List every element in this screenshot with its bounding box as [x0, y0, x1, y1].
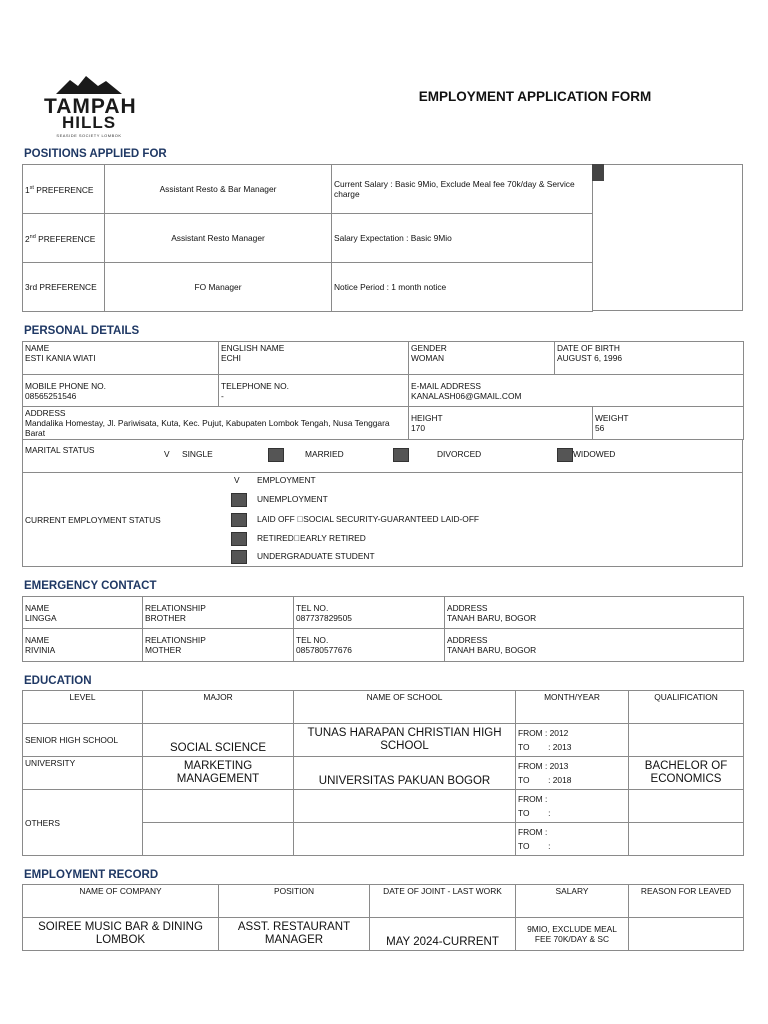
- emergency-table: [22, 596, 744, 662]
- emp-row1-company: SOIREE MUSIC BAR & DINING LOMBOK: [23, 918, 219, 951]
- positions-table: [22, 164, 593, 312]
- personal-table-row1: [22, 341, 744, 407]
- telephone-value: -: [221, 390, 224, 401]
- email-cell: E-MAIL ADDRESS KANALASH06@GMAIL.COM: [409, 375, 744, 407]
- emp-employment-label: EMPLOYMENT: [257, 475, 316, 485]
- section-title-education: EDUCATION: [24, 675, 92, 687]
- marital-divorced-checkbox[interactable]: [393, 448, 409, 462]
- emp-row1-position: ASST. RESTAURANT MANAGER: [219, 918, 370, 951]
- edu-header-school: NAME OF SCHOOL: [294, 691, 516, 724]
- edu-uni-level: UNIVERSITY: [23, 757, 143, 790]
- edu-others-level: OTHERS: [23, 790, 143, 856]
- photo-image-icon: [592, 164, 604, 181]
- section-title-personal: PERSONAL DETAILS: [24, 325, 140, 337]
- dob-cell: DATE OF BIRTH AUGUST 6, 1996: [555, 342, 744, 375]
- pref1-position: Assistant Resto & Bar Manager: [105, 165, 332, 214]
- emergency2-name-cell: NAME RIVINIA: [23, 629, 143, 662]
- employment-status-cell: CURRENT EMPLOYMENT STATUS: [23, 473, 743, 567]
- emp-employment-check[interactable]: V: [234, 475, 240, 485]
- edu-shs-period: FROM : 2012 TO : 2013: [516, 724, 629, 757]
- pref1-info: Current Salary : Basic 9Mio, Exclude Meal fee 70k/day & Service charge: [332, 165, 593, 214]
- edu-header-qualification: QUALIFICATION: [629, 691, 744, 724]
- emergency1-address-cell: ADDRESS TANAH BARU, BOGOR: [445, 597, 744, 629]
- employment-table: [22, 884, 744, 951]
- email-value: KANALASH06@GMAIL.COM: [411, 390, 522, 401]
- marital-divorced-label: DIVORCED: [437, 449, 482, 459]
- emp-header-position: POSITION: [219, 885, 370, 918]
- emp-header-salary: SALARY: [516, 885, 629, 918]
- edu-shs-school: TUNAS HARAPAN CHRISTIAN HIGH SCHOOL: [294, 724, 516, 757]
- mobile-value: 08565251546: [25, 390, 77, 401]
- emergency2-relationship-cell: RELATIONSHIP MOTHER: [143, 629, 294, 662]
- gender-value: WOMAN: [411, 353, 445, 363]
- emp-student-checkbox[interactable]: [231, 550, 247, 564]
- name-value: ESTI KANIA WIATI: [25, 353, 96, 363]
- emp-laidoff-checkbox[interactable]: [231, 513, 247, 527]
- emergency2-address-cell: ADDRESS TANAH BARU, BOGOR: [445, 629, 744, 662]
- weight-cell: WEIGHT 56: [593, 407, 744, 440]
- pref2-label: 2nd PREFERENCE: [23, 214, 105, 263]
- mobile-cell: MOBILE PHONE NO. 08565251546: [23, 375, 219, 407]
- emp-row1-date: MAY 2024-CURRENT: [370, 918, 516, 951]
- marital-married-checkbox[interactable]: [268, 448, 284, 462]
- edu-shs-level: SENIOR HIGH SCHOOL: [23, 724, 143, 757]
- edu-uni-qualification: BACHELOR OF ECONOMICS: [629, 757, 744, 790]
- emp-row1-salary: 9MIO, EXCLUDE MEAL FEE 70K/DAY & SC: [516, 918, 629, 951]
- emergency1-relationship-cell: RELATIONSHIP BROTHER: [143, 597, 294, 629]
- emp-laidoff-label: LAID OFF SOCIAL SECURITY-GUARANTEED LAID-OFF: [257, 514, 473, 524]
- emp-unemployment-label: UNEMPLOYMENT: [257, 494, 328, 504]
- pref3-position: FO Manager: [105, 263, 332, 312]
- emergency1-tel-cell: TEL NO. 087737829505: [294, 597, 445, 629]
- edu-uni-major: MARKETING MANAGEMENT: [143, 757, 294, 790]
- section-title-positions: POSITIONS APPLIED FOR: [24, 148, 167, 160]
- pref2-info: Salary Expectation : Basic 9Mio: [332, 214, 593, 263]
- emergency1-name-cell: NAME LINGGA: [23, 597, 143, 629]
- education-table: [22, 690, 744, 856]
- edu-header-major: MAJOR: [143, 691, 294, 724]
- english-name-value: ECHI: [221, 353, 242, 363]
- logo-text-line1: TAMPAH: [44, 95, 137, 118]
- emp-header-reason: REASON FOR LEAVED: [629, 885, 744, 918]
- marital-widowed-label: WIDOWED: [573, 449, 616, 459]
- logo-text-line2: HILLS: [61, 113, 117, 132]
- address-value: Mandalika Homestay, Jl. Pariwisata, Kuta, Kec. Pujut, Kabupaten Lombok Tengah, Nusa Tenggara Barat: [25, 418, 390, 438]
- edu-others1-school: [294, 790, 516, 823]
- edu-shs-qualification: [629, 724, 744, 757]
- emp-student-label: UNDERGRADUATE STUDENT: [257, 551, 375, 561]
- edu-uni-school: UNIVERSITAS PAKUAN BOGOR: [294, 757, 516, 790]
- emergency2-tel-cell: TEL NO. 085780577676: [294, 629, 445, 662]
- dob-value: AUGUST 6, 1996: [557, 353, 623, 363]
- edu-others1-qualification: [629, 790, 744, 823]
- weight-value: 56: [595, 423, 605, 433]
- emp-unemployment-checkbox[interactable]: [231, 493, 247, 507]
- emp-header-date: DATE OF JOINT - LAST WORK: [370, 885, 516, 918]
- pref3-info: Notice Period : 1 month notice: [332, 263, 593, 312]
- personal-table-row2: [22, 406, 744, 440]
- pref2-position: Assistant Resto Manager: [105, 214, 332, 263]
- emp-retired-checkbox[interactable]: [231, 532, 247, 546]
- section-title-employment: EMPLOYMENT RECORD: [24, 869, 159, 881]
- emp-row1-reason: [629, 918, 744, 951]
- edu-others2-qualification: [629, 823, 744, 856]
- pref1-label: 1st PREFERENCE: [23, 165, 105, 214]
- edu-uni-period: FROM : 2013 TO : 2018: [516, 757, 629, 790]
- gender-cell: GENDER WOMAN: [409, 342, 555, 375]
- marital-married-label: MARRIED: [305, 449, 344, 459]
- emp-retired-label: RETIRED EARLY RETIRED: [257, 533, 362, 543]
- emp-header-company: NAME OF COMPANY: [23, 885, 219, 918]
- address-cell: ADDRESS Mandalika Homestay, Jl. Pariwisata, Kuta, Kec. Pujut, Kabupaten Lombok Tengah, Nusa Tenggara Barat: [23, 407, 409, 440]
- marital-widowed-checkbox[interactable]: [557, 448, 573, 462]
- edu-others2-school: [294, 823, 516, 856]
- logo-subtitle: SEASIDE SOCIETY LOMBOK: [56, 133, 122, 138]
- form-title: EMPLOYMENT APPLICATION FORM: [418, 89, 652, 104]
- photo-box: [592, 164, 743, 311]
- height-cell: HEIGHT 170: [409, 407, 593, 440]
- edu-shs-major: SOCIAL SCIENCE: [143, 724, 294, 757]
- pref3-label: 3rd PREFERENCE: [23, 263, 105, 312]
- edu-header-month: MONTH/YEAR: [516, 691, 629, 724]
- edu-header-level: LEVEL: [23, 691, 143, 724]
- marital-status-cell: MARITAL STATUS: [23, 440, 743, 473]
- name-cell: NAME ESTI KANIA WIATI: [23, 342, 219, 375]
- personal-table-row3: [22, 439, 743, 567]
- height-value: 170: [411, 423, 425, 433]
- english-name-cell: ENGLISH NAME ECHI: [219, 342, 409, 375]
- edu-others2-major: [143, 823, 294, 856]
- edu-others1-period: FROM : TO :: [516, 790, 629, 823]
- edu-others2-period: FROM : TO :: [516, 823, 629, 856]
- section-title-emergency: EMERGENCY CONTACT: [24, 580, 157, 592]
- edu-others1-major: [143, 790, 294, 823]
- marital-single-check[interactable]: V: [164, 449, 170, 459]
- telephone-cell: TELEPHONE NO. -: [219, 375, 409, 407]
- marital-single-label: SINGLE: [182, 449, 213, 459]
